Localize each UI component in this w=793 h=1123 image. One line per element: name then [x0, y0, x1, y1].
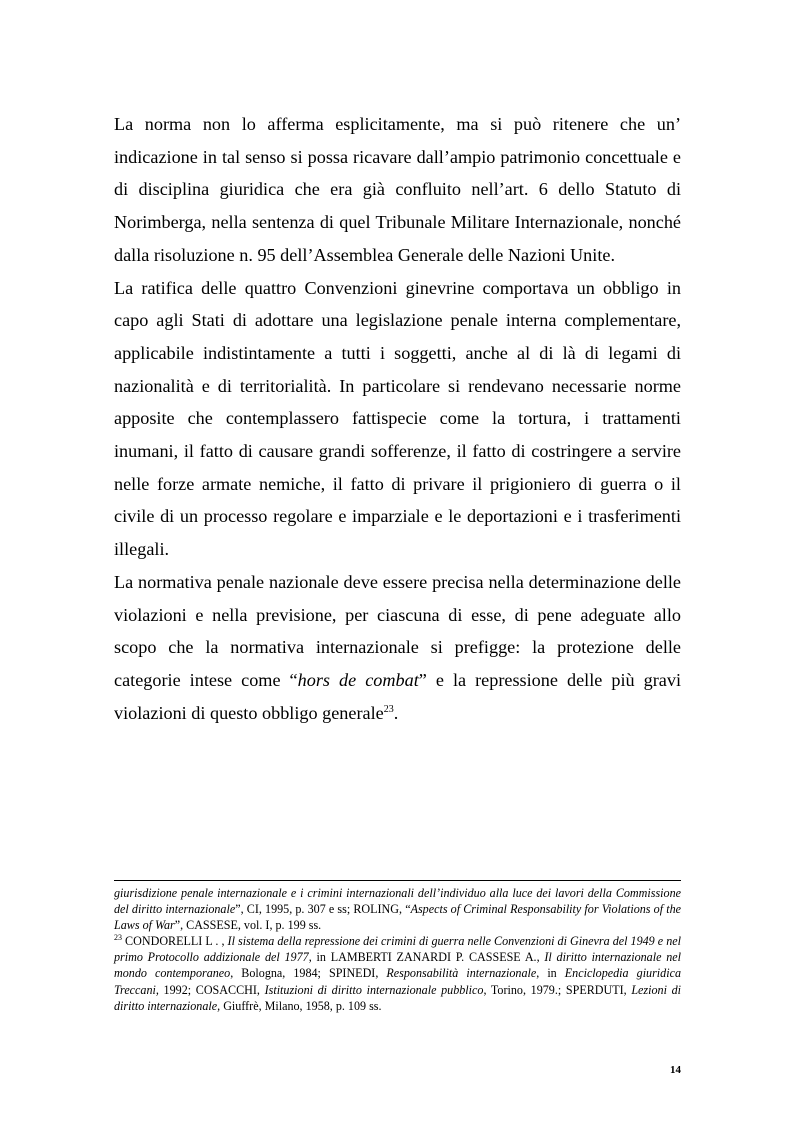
body-text — [114, 108, 681, 729]
fn-cont-text-2: ”, CASSESE, vol. I, p. 199 ss. — [174, 918, 322, 933]
footnote-continuation — [114, 885, 681, 933]
fn23-text-1: CONDORELLI L . , — [122, 934, 228, 949]
fn23-title-6: Lezioni di diritto internazionale, — [114, 982, 682, 1013]
fn23-title-1: Il sistema della repressione dei crimini di guerra nelle Convenzioni di Ginevra del 1949 e nel primo Protocollo addizionale del 1977 — [114, 934, 681, 965]
fn23-text-2: , in LAMBERTI ZANARDI P. CASSESE A., — [308, 950, 545, 965]
paragraph-3-text: La normativa penale nazionale deve essere precisa nella determinazione delle violazioni e nella previsione, per ciascuna di esse, di pene adeguate allo scopo che la normativa internazionale si prefigge: la protezione delle categorie intese come “ — [114, 571, 681, 690]
fn23-text-5: 1992; COSACCHI, — [158, 982, 265, 997]
paragraph-3-italic: hors de combat — [297, 669, 419, 690]
page-number: 14 — [670, 1064, 681, 1076]
paragraph-3-text-cont: ” e la repressione delle più gravi violazioni di questo obbligo generale — [114, 669, 681, 723]
paragraph-1: La norma non lo afferma esplicitamente, ma si può ritenere che un’ indicazione in tal senso si possa ricavare dall’ampio patrimonio concettuale e di disciplina giuridica che era già confluito nell’art. 6 dello Statuto di Norimberga, nella sentenza di quel Tribunale Militare Internazionale, nonché dalla risoluzione n. 95 dell’Assemblea Generale delle Nazioni Unite. — [114, 114, 681, 265]
paragraph-3-end: . — [393, 702, 399, 723]
footnote-23-number: 23 — [114, 933, 122, 943]
footnote-ref-23[interactable]: 23 — [383, 703, 394, 715]
fn23-text-4: , in — [536, 966, 565, 981]
footnote-divider — [114, 880, 681, 881]
fn23-title-3: Responsabilità internazionale — [386, 966, 537, 981]
footnotes — [114, 885, 681, 1014]
fn-cont-title: giurisdizione penale internazionale e i crimini internazionali dell’individuo alla luce dei lavori della Commissione del diritto internazionale — [114, 886, 681, 917]
fn23-title-4: Enciclopedia giuridica Treccani, — [114, 966, 681, 997]
fn23-text-7: Giuffrè, Milano, 1958, p. 109 ss. — [220, 998, 382, 1013]
paragraph-2: La ratifica delle quattro Convenzioni ginevrine comportava un obbligo in capo agli Stati di adottare una legislazione penale interna complementare, applicabile indistintamente a tutti i soggetti, anche al di là di legami di nazionalità e di territorialità. In particolare si rendevano necessarie norme apposite che contemplassero fattispecie come la tortura, i trattamenti inumani, il fatto di causare grandi sofferenze, il fatto di costringere a servire nelle forze armate nemiche, il fatto di privare il prigioniero di guerra o il civile di un processo regolare e imparziale e le deportazioni e i trasferimenti illegali. — [114, 277, 681, 560]
paragraph-3 — [114, 566, 681, 730]
fn-cont-text: ”, CI, 1995, p. 307 e ss; ROLING, “ — [235, 902, 411, 917]
fn23-text-6: , Torino, 1979.; SPERDUTI, — [483, 982, 632, 997]
fn23-title-5: Istituzioni di diritto internazionale pubblico — [264, 982, 484, 997]
fn-cont-title-2: Aspects of Criminal Responsability for Violations of the Laws of War — [114, 902, 682, 933]
fn23-title-2: Il diritto internazionale nel mondo contemporaneo — [114, 950, 681, 981]
footnote-23 — [114, 933, 681, 1013]
fn23-text-3: , Bologna, 1984; SPINEDI, — [230, 966, 387, 981]
